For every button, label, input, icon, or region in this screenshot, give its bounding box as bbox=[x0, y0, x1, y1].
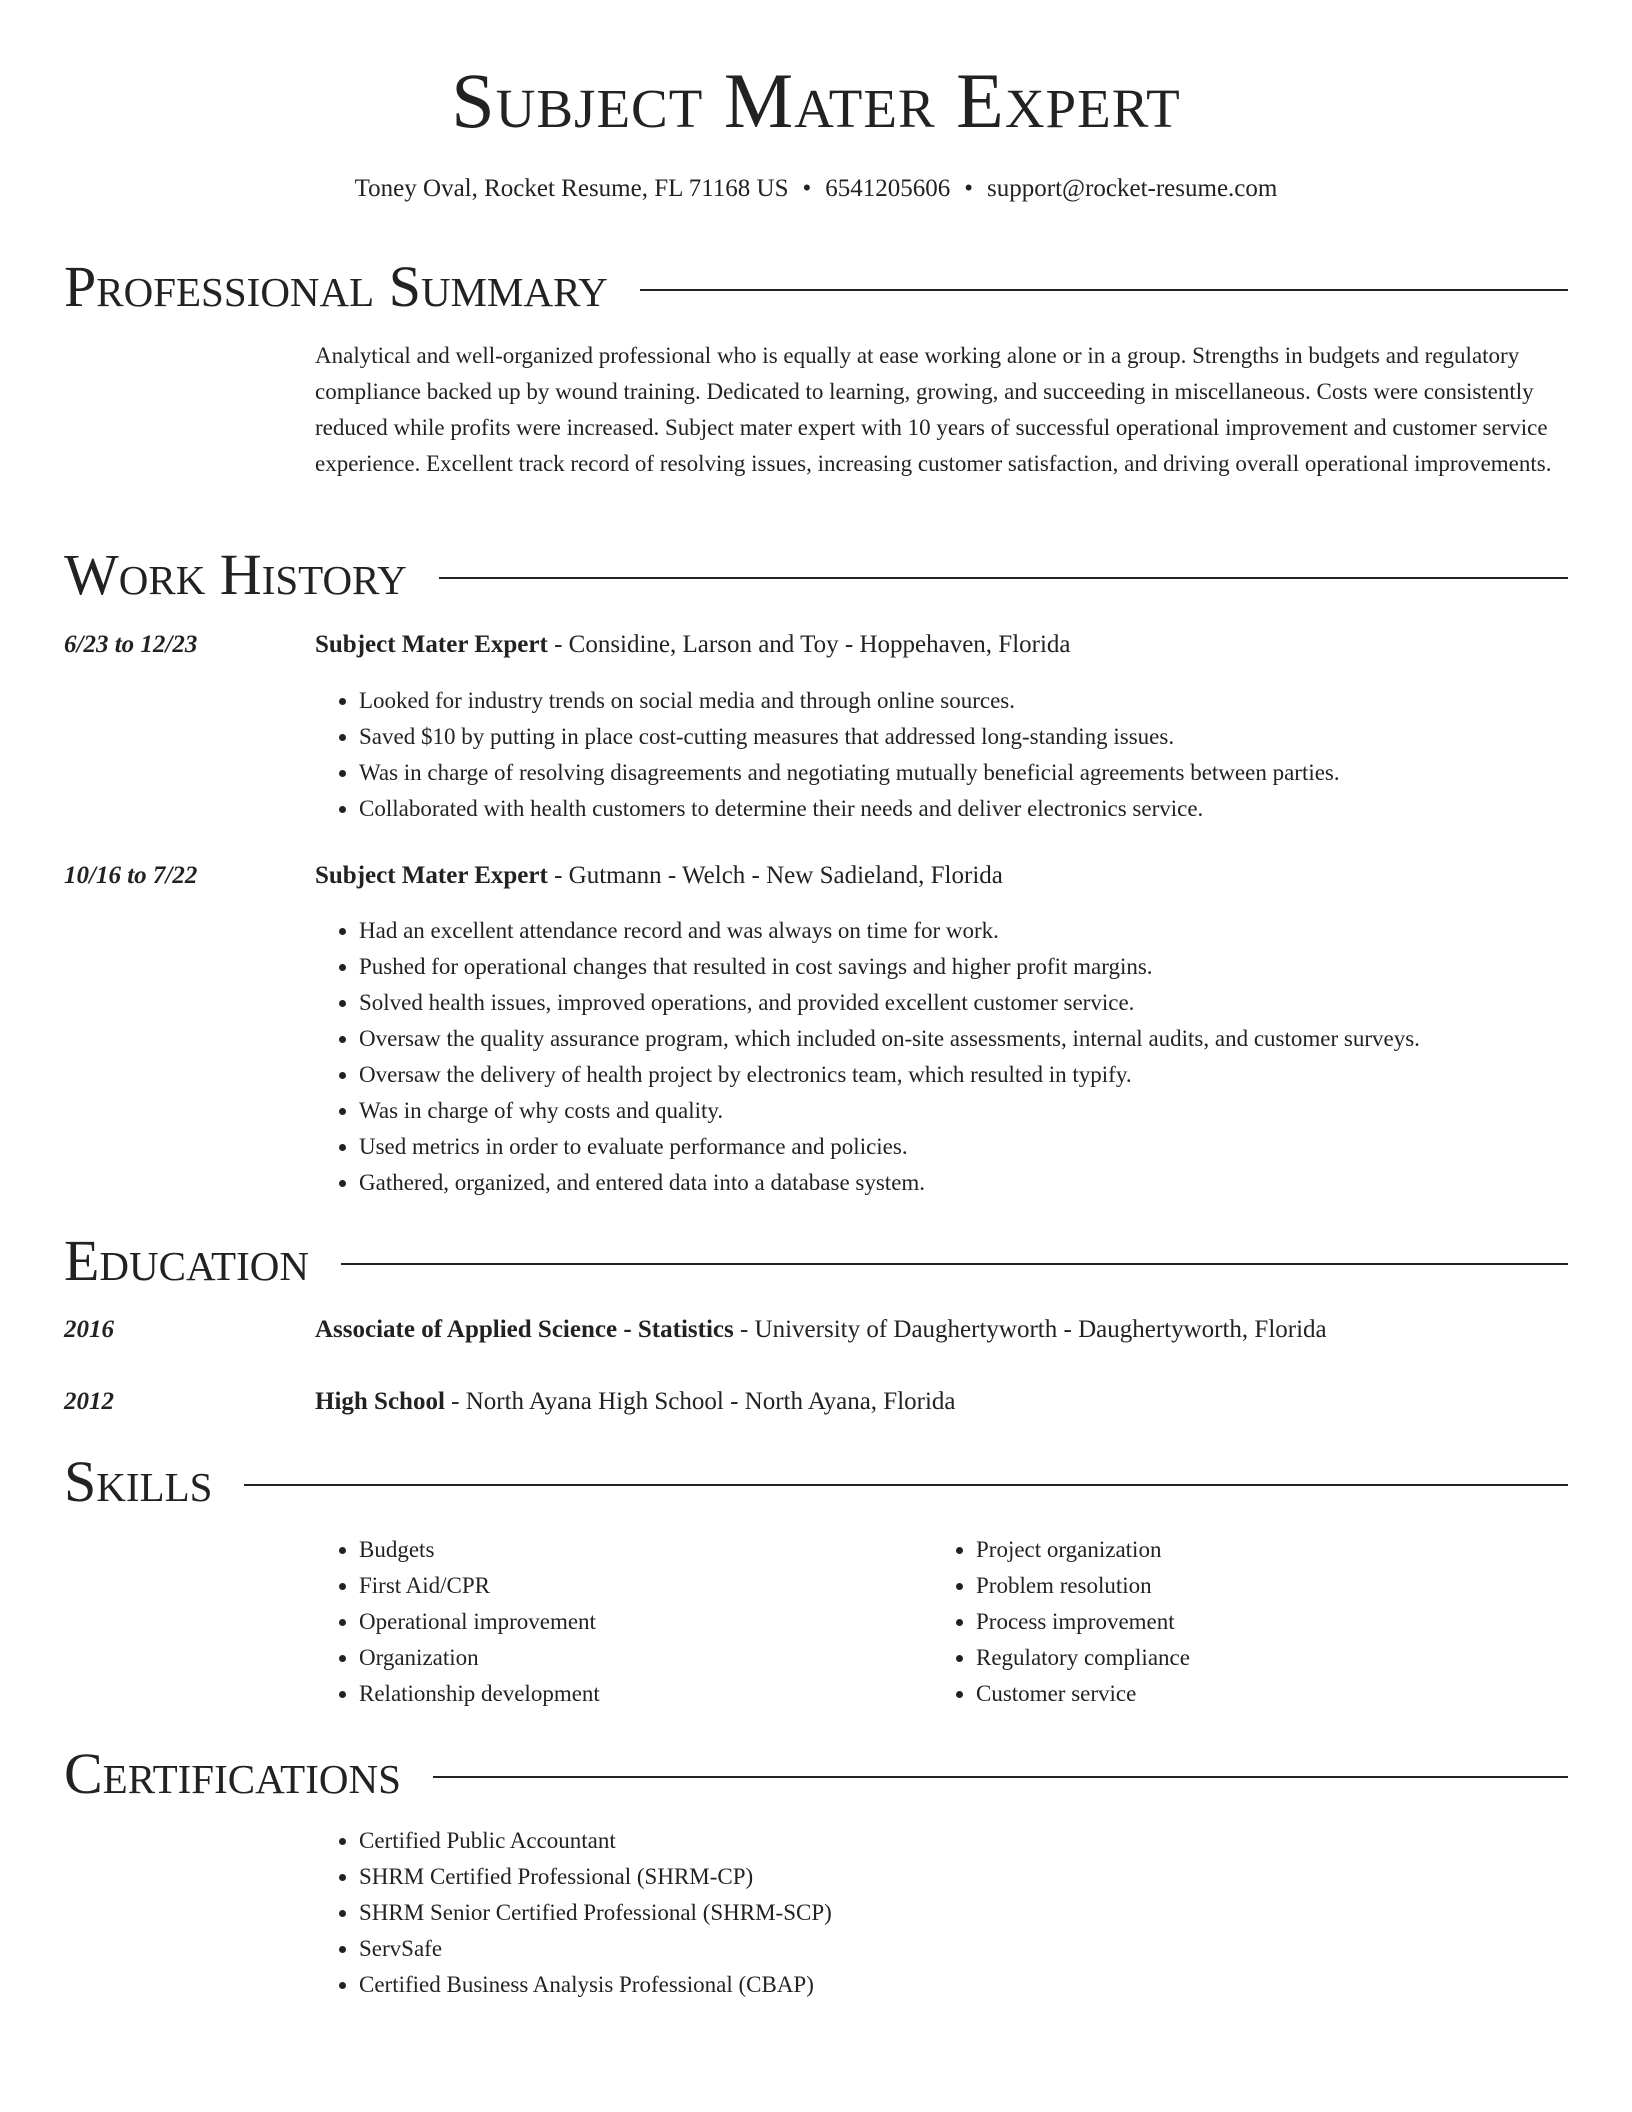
list-item: • Collaborated with health customers to determine their needs and deliver electronics service. bbox=[359, 791, 1340, 827]
certification-item: • SHRM Certified Professional (SHRM-CP) bbox=[359, 1859, 832, 1895]
education-year: 2016 bbox=[64, 1316, 114, 1343]
job-details: - Gutmann - Welch - New Sadieland, Florida bbox=[547, 862, 1003, 889]
list-item: • Oversaw the quality assurance program, which included on-site assessments, internal audits, and customer surveys. bbox=[359, 1021, 1420, 1057]
education-degree: Associate of Applied Science - Statistics bbox=[315, 1316, 734, 1343]
certification-item: • Certified Public Accountant bbox=[359, 1823, 832, 1859]
job-dates: 10/16 to 7/22 bbox=[64, 862, 198, 889]
job-title: Subject Mater Expert bbox=[315, 862, 548, 889]
list-item: • Was in charge of why costs and quality. bbox=[359, 1093, 1420, 1129]
job-details: - Considine, Larson and Toy - Hoppehaven, Florida bbox=[547, 631, 1071, 658]
list-item: • Oversaw the delivery of health project by electronics team, which resulted in typify. bbox=[359, 1057, 1420, 1093]
list-item: • Had an excellent attendance record and was always on time for work. bbox=[359, 913, 1420, 949]
skills-list-right bbox=[932, 1532, 1190, 1712]
job-title-line bbox=[315, 862, 1003, 890]
skill-item: • Problem resolution bbox=[976, 1568, 1190, 1604]
section-title: Professional Summary bbox=[64, 254, 608, 319]
education-line bbox=[315, 1316, 1327, 1344]
section-title: Certifications bbox=[64, 1741, 401, 1806]
list-item: • Looked for industry trends on social media and through online sources. bbox=[359, 683, 1340, 719]
skill-item: • Organization bbox=[359, 1640, 600, 1676]
section-divider bbox=[439, 577, 1568, 579]
education-year: 2012 bbox=[64, 1388, 114, 1415]
section-divider bbox=[341, 1263, 1568, 1265]
section-title: Education bbox=[64, 1228, 309, 1293]
contact-phone: 6541205606 bbox=[825, 175, 951, 202]
section-certifications-header bbox=[64, 1739, 1568, 1809]
contact-email[interactable]: support@rocket-resume.com bbox=[987, 175, 1278, 202]
certification-item: • SHRM Senior Certified Professional (SHRM-SCP) bbox=[359, 1895, 832, 1931]
certification-item: • ServSafe bbox=[359, 1931, 832, 1967]
section-skills-header bbox=[64, 1447, 1568, 1517]
job-dates: 6/23 to 12/23 bbox=[64, 631, 198, 658]
job-title-line bbox=[315, 631, 1071, 659]
skill-item: • Relationship development bbox=[359, 1676, 600, 1712]
section-education-header bbox=[64, 1226, 1568, 1296]
list-item: • Was in charge of resolving disagreements and negotiating mutually beneficial agreements between parties. bbox=[359, 755, 1340, 791]
section-divider bbox=[433, 1776, 1568, 1778]
education-details: - North Ayana High School - North Ayana, Florida bbox=[444, 1388, 956, 1415]
list-item: • Used metrics in order to evaluate performance and policies. bbox=[359, 1129, 1420, 1165]
skill-item: • Customer service bbox=[976, 1676, 1190, 1712]
list-item: • Pushed for operational changes that resulted in cost savings and higher profit margins. bbox=[359, 949, 1420, 985]
section-title: Work History bbox=[64, 542, 407, 607]
contact-separator: • bbox=[964, 175, 974, 202]
education-line bbox=[315, 1388, 956, 1416]
list-item: • Gathered, organized, and entered data into a database system. bbox=[359, 1165, 1420, 1201]
skill-item: • Process improvement bbox=[976, 1604, 1190, 1640]
contact-line bbox=[0, 174, 1632, 204]
section-divider bbox=[640, 289, 1568, 291]
section-title: Skills bbox=[64, 1449, 213, 1514]
education-degree: High School bbox=[315, 1388, 445, 1415]
contact-separator: • bbox=[802, 175, 812, 202]
job-title: Subject Mater Expert bbox=[315, 631, 548, 658]
contact-address: Toney Oval, Rocket Resume, FL 71168 US bbox=[354, 175, 789, 202]
summary-text: Analytical and well-organized professional who is equally at ease working alone or in a group. Strengths in budgets and regulatory compliance backed up by wound training. Dedicated to learning, growing, and succeeding in miscellaneous. Costs were consistently reduced while profits were increased. Subject mater expert with 10 years of successful operational improvement and customer service experience. Excellent track record of resolving issues, increasing customer satisfaction, and driving overall operational improvements. bbox=[315, 343, 1552, 476]
job-bullets bbox=[315, 913, 1420, 1201]
certification-item: • Certified Business Analysis Professional (CBAP) bbox=[359, 1967, 832, 2003]
skills-list-left bbox=[315, 1532, 600, 1712]
skill-item: • Operational improvement bbox=[359, 1604, 600, 1640]
candidate-name: Subject Mater Expert bbox=[451, 57, 1181, 144]
certifications-list bbox=[315, 1823, 832, 2003]
skill-item: • Regulatory compliance bbox=[976, 1640, 1190, 1676]
job-bullets bbox=[315, 683, 1340, 827]
list-item: • Saved $10 by putting in place cost-cutting measures that addressed long-standing issues. bbox=[359, 719, 1340, 755]
section-summary-header bbox=[64, 252, 1568, 322]
skill-item: • Budgets bbox=[359, 1532, 600, 1568]
skill-item: • Project organization bbox=[976, 1532, 1190, 1568]
list-item: • Solved health issues, improved operations, and provided excellent customer service. bbox=[359, 985, 1420, 1021]
section-work-header bbox=[64, 540, 1568, 610]
skill-item: • First Aid/CPR bbox=[359, 1568, 600, 1604]
education-details: - University of Daughertyworth - Daughertyworth, Florida bbox=[733, 1316, 1327, 1343]
section-divider bbox=[244, 1484, 1568, 1486]
